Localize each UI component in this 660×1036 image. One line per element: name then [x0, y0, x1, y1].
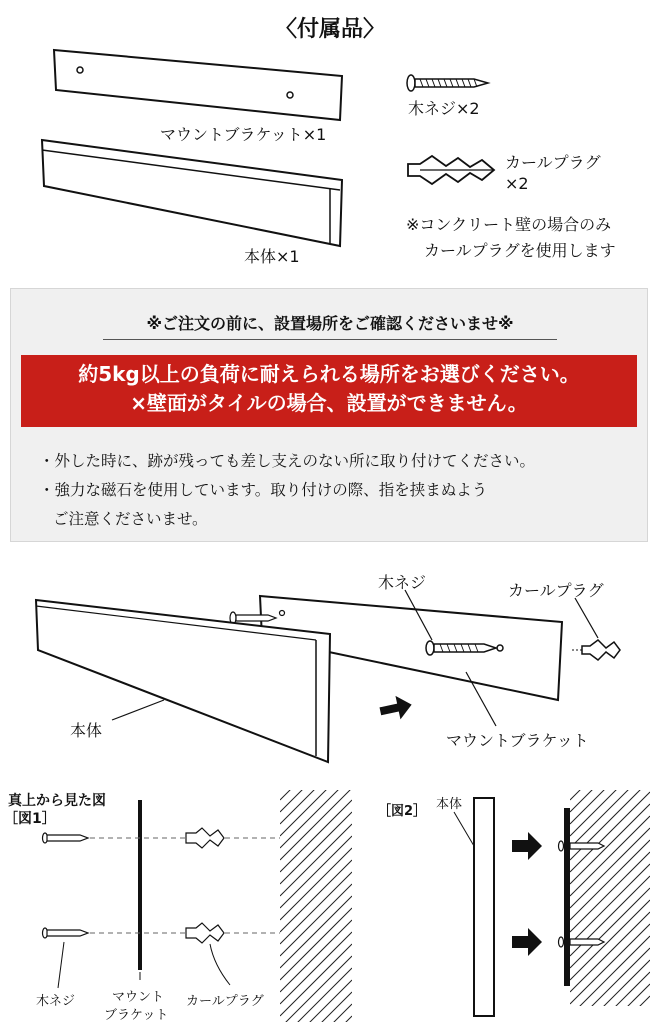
- accessories-title: 〈付属品〉: [274, 17, 385, 42]
- assembly-bracket-label: マウントブラケット: [446, 731, 589, 750]
- notice-bullet-1: ・外した時に、跡が残っても差し支えのない所に取り付けてください。: [39, 452, 536, 470]
- notice-heading: ※ご注文の前に、設置場所をご確認くださいませ※: [146, 314, 514, 333]
- fig1-wood-screw-label: 木ネジ: [36, 994, 76, 1009]
- warning-line2: ×壁面がタイルの場合、設置ができません。: [130, 391, 528, 415]
- fig1-title: 真上から見た図: [8, 793, 106, 809]
- wall-plug-label: カールプラグ: [505, 153, 601, 172]
- warning-line1: 約5kg以上の負荷に耐えられる場所をお選びください。: [78, 362, 580, 386]
- wall-plug-count: ×2: [505, 174, 529, 193]
- wood-screw-label: 木ネジ×2: [408, 99, 480, 118]
- fig2-arrow-top-icon: [512, 832, 542, 860]
- fig1-wall-plug-label: カールプラグ: [186, 994, 264, 1009]
- fig2-label: ［図2］: [378, 804, 427, 819]
- mount-bracket-label: マウントブラケット×1: [160, 125, 327, 144]
- leader-body: [112, 700, 164, 720]
- fig2-body-label: 本体: [436, 797, 463, 812]
- fig1-label: ［図1］: [4, 811, 56, 827]
- fig1-plug-top: [186, 828, 224, 848]
- assembly-wood-screw-label: 木ネジ: [378, 573, 427, 592]
- fig1-plug-bottom: [186, 923, 224, 943]
- fig1-mount-label-line2: ブラケット: [104, 1008, 169, 1023]
- concrete-note-line2: カールプラグを使用します: [424, 241, 616, 260]
- fig2-body: [474, 798, 494, 1016]
- fig1-screw-top: [43, 833, 89, 843]
- body-label: 本体×1: [244, 247, 300, 266]
- leader-plug: [575, 598, 598, 638]
- fig1-mount-label-line1: マウント: [112, 990, 165, 1005]
- notice-bullet-2-cont: ご注意くださいませ。: [53, 510, 208, 528]
- notice-bullet-2: ・強力な磁石を使用しています。取り付けの際、指を挟まぬよう: [39, 481, 488, 499]
- arrow-right-icon: [378, 693, 414, 723]
- fig1-screw-bottom: [43, 928, 89, 938]
- concrete-note-line1: ※コンクリート壁の場合のみ: [406, 215, 612, 234]
- assembly-body-label: 本体: [70, 721, 103, 740]
- figure2-diagram: [454, 720, 650, 1036]
- fig2-bracket: [564, 808, 570, 986]
- assembly-wall-plug-label: カールプラグ: [508, 581, 604, 600]
- fig2-arrow-bottom-icon: [512, 928, 542, 956]
- assembly-wall-plug: [572, 640, 620, 660]
